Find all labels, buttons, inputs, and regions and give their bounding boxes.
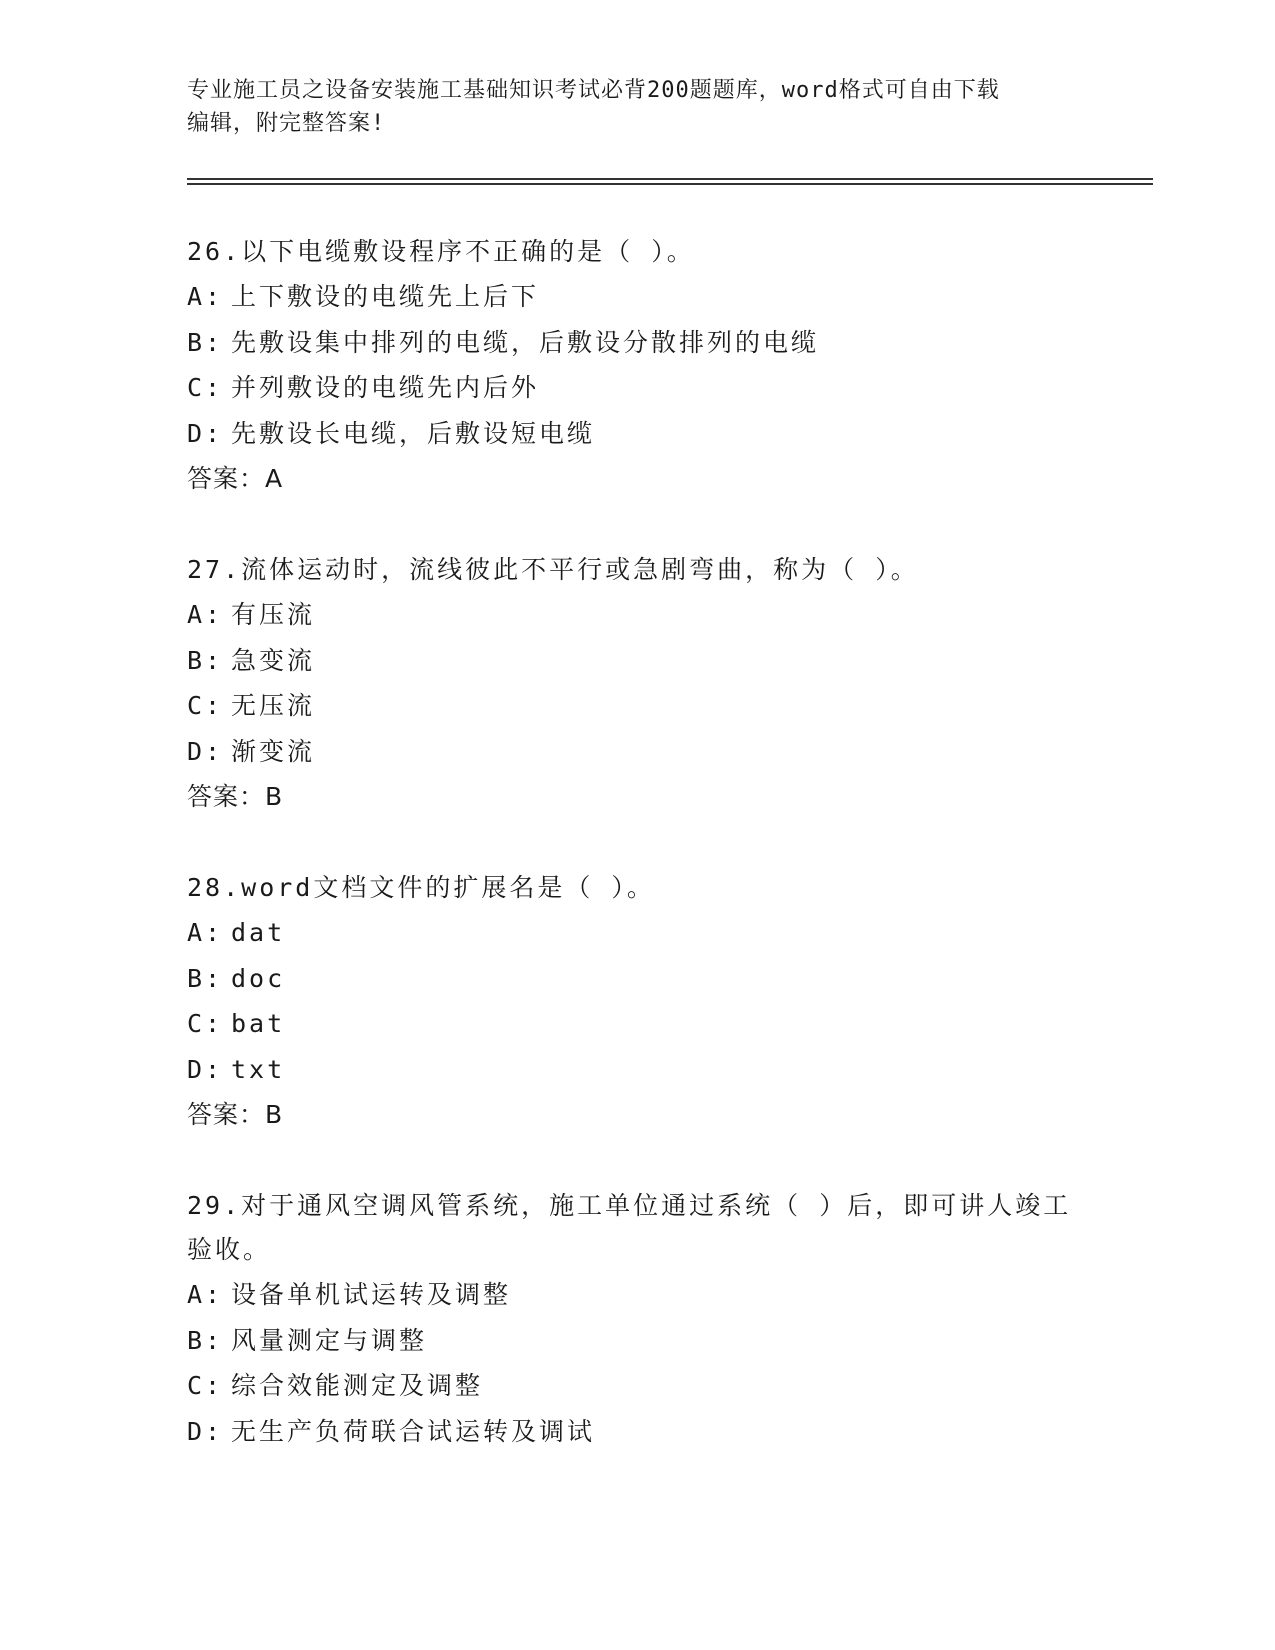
option-text: 急变流 [231, 645, 316, 675]
option-letter: B: [187, 963, 224, 993]
option-text: 无生产负荷联合试运转及调试 [231, 1416, 596, 1446]
option-text: 有压流 [231, 600, 316, 629]
question-28 [187, 866, 1087, 1138]
option-c [187, 1001, 1087, 1047]
option-letter: D: [187, 418, 224, 448]
option-letter: B: [187, 1325, 224, 1355]
option-text: 设备单机试运转及调整 [231, 1280, 512, 1309]
option-text: 无压流 [231, 691, 316, 720]
question-stem: 29.对于通风空调风管系统，施工单位通过系统（ ）后，即可讲人竣工验收。 [187, 1191, 1072, 1264]
answer-label: 答案：B [187, 782, 284, 811]
document-header [187, 74, 1087, 140]
question-stem: 27.流体运动时，流线彼此不平行或急剧弯曲，称为（ ）。 [187, 555, 919, 584]
question-26 [187, 230, 1087, 502]
header-title-line-1: 专业施工员之设备安装施工基础知识考试必背200题题库，word格式可自由下载 [187, 78, 1000, 103]
option-letter: C: [187, 373, 224, 402]
header-divider-bottom [187, 183, 1153, 185]
question-stem: 26.以下电缆敷设程序不正确的是（ ）。 [187, 237, 695, 266]
option-c [187, 683, 1087, 729]
option-b [187, 1318, 1087, 1364]
option-letter: A: [187, 600, 224, 629]
header-divider-top [187, 178, 1153, 180]
option-letter: D: [187, 736, 224, 766]
option-text: 渐变流 [231, 736, 316, 766]
option-text: 先敷设集中排列的电缆，后敷设分散排列的电缆 [231, 327, 820, 357]
option-a [187, 910, 1087, 956]
option-text: bat [231, 1009, 286, 1038]
option-letter: A: [187, 918, 224, 947]
question-stem: 28.word文档文件的扩展名是（ ）。 [187, 873, 655, 902]
option-text: 并列敷设的电缆先内后外 [231, 373, 540, 402]
option-c [187, 1363, 1087, 1409]
option-letter: C: [187, 1371, 224, 1400]
option-d [187, 411, 1087, 457]
option-text: txt [231, 1054, 286, 1084]
option-text: doc [231, 963, 286, 993]
option-text: dat [231, 918, 286, 947]
answer-label: 答案：B [187, 1100, 284, 1129]
option-d [187, 729, 1087, 775]
option-a [187, 1272, 1087, 1318]
option-a [187, 274, 1087, 320]
option-letter: B: [187, 645, 224, 675]
option-text: 先敷设长电缆，后敷设短电缆 [231, 418, 596, 448]
option-text: 上下敷设的电缆先上后下 [231, 282, 540, 311]
option-b [187, 638, 1087, 684]
question-29 [187, 1184, 1087, 1454]
answer-label: 答案：A [187, 464, 284, 493]
option-letter: D: [187, 1054, 224, 1084]
option-a [187, 592, 1087, 638]
option-letter: D: [187, 1416, 224, 1446]
option-b [187, 956, 1087, 1002]
option-letter: A: [187, 1280, 224, 1309]
option-letter: C: [187, 691, 224, 720]
header-title-line-2: 编辑，附完整答案! [187, 111, 386, 136]
option-text: 综合效能测定及调整 [231, 1371, 484, 1400]
question-27 [187, 548, 1087, 820]
option-letter: A: [187, 282, 224, 311]
option-b [187, 320, 1087, 366]
option-text: 风量测定与调整 [231, 1325, 428, 1355]
option-letter: C: [187, 1009, 224, 1038]
option-d [187, 1047, 1087, 1093]
option-c [187, 365, 1087, 411]
option-d [187, 1409, 1087, 1455]
option-letter: B: [187, 327, 224, 357]
